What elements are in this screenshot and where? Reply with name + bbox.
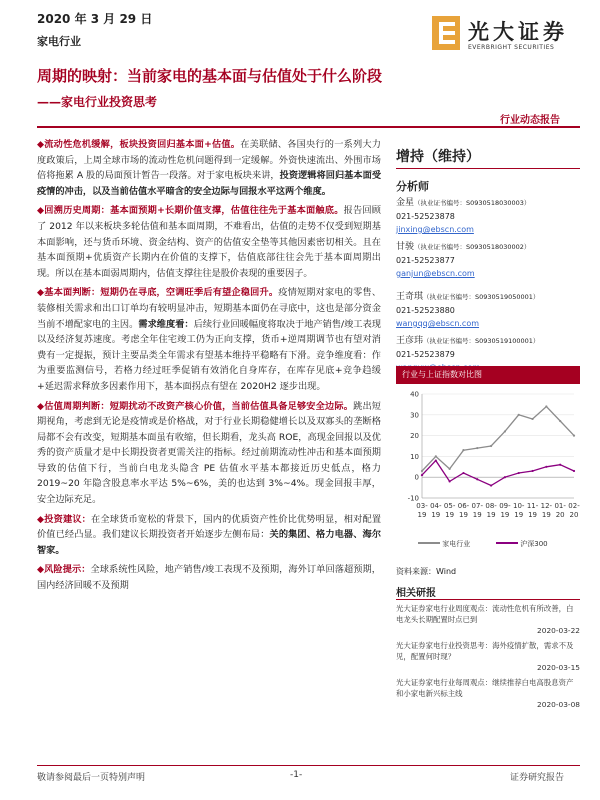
related-report-title[interactable]: 光大证券家电行业每周观点：继续推荐白电高股息资产和小家电新兴标主线 xyxy=(396,678,574,698)
data-point xyxy=(435,455,437,457)
related-report[interactable] xyxy=(396,677,580,710)
paragraph-text-tail: 后续行业回暖幅度将取决于地产销售/竣工表现以及经济复苏速度。考虑全年住宅竣工仍为正向支撑，货币+逆周期调节也有望对消费有一定提振，预计主要品类全年需求有望基本维持平稳略有下滑。竞争维度看：作为重要监测信号，若格力经过旺季促销有效消化自身库存，在库存见底+竞争趋缓+延迟需求释放多因素作用下，基本面拐点有望在 2020H2 逐步出现。 xyxy=(37,318,382,392)
analyst-name: 王彦玮 xyxy=(396,336,424,346)
bullet-icon: ◆ xyxy=(37,513,45,525)
bullet-icon: ◆ xyxy=(37,400,45,412)
analyst-heading: 分析师 xyxy=(396,180,429,193)
data-point xyxy=(518,472,520,474)
x-tick-label: 19 xyxy=(417,511,427,519)
x-tick-label: 03- xyxy=(416,502,428,510)
paragraph-emphasis: 需求维度看： xyxy=(138,318,194,330)
legend-swatch xyxy=(496,540,518,546)
y-tick-label: 20 xyxy=(410,432,419,441)
related-report-title[interactable]: 光大证券家电行业周度观点：流动性危机有所改善，白电龙头长期配置时点已到 xyxy=(396,604,574,624)
paragraph-heading: 投资建议： xyxy=(44,513,92,525)
data-point xyxy=(476,447,478,449)
x-tick-label: 19 xyxy=(514,511,524,519)
legend-label: 家电行业 xyxy=(442,540,471,548)
data-point xyxy=(504,476,506,478)
sidebar-divider xyxy=(396,168,580,169)
x-tick-label: 19 xyxy=(472,511,482,519)
analyst-name: 甘骏 xyxy=(396,242,415,252)
data-point xyxy=(573,470,575,472)
paragraph-heading: 回溯历史周期：基本面预期+长期价值支撑，估值往往先于基本面触底。 xyxy=(44,205,344,217)
analyst-license: （执业证书编号：S0930518030003） xyxy=(414,199,531,207)
data-point xyxy=(421,470,423,472)
x-tick-label: 19 xyxy=(458,511,468,519)
data-point xyxy=(545,466,547,468)
analyst-card xyxy=(396,196,580,236)
analyst-phone: 021-52523879 xyxy=(396,350,455,359)
analyst-license: （执业证书编号：S0930519050001） xyxy=(423,293,540,301)
header-divider xyxy=(37,126,580,128)
x-tick-label: 19 xyxy=(486,511,496,519)
x-tick-label: 04- xyxy=(430,502,442,510)
x-tick-label: 02- xyxy=(568,502,580,510)
x-tick-label: 19 xyxy=(445,511,455,519)
paragraph-text: 报告回顾了 2012 年以来板块多轮估值和基本面周期，不难看出，估值的走势不仅受到短期基本面影响，还与货币环境、资金结构、资产的估值安全垫等其他因素密切相关。且在基本面预期+优质资产长期内在价值的支撑下，估值底部往往会先于基本面周期出现。所以在基本面弱周期内，估值支撑往往是股价表现的重要因子。 xyxy=(37,205,381,279)
x-tick-label: 05- xyxy=(443,502,456,510)
data-point xyxy=(449,480,451,482)
x-tick-label: 20 xyxy=(555,511,565,519)
paragraph-heading: 风险提示： xyxy=(44,564,91,576)
analyst-email[interactable]: jinxing@ebscn.com xyxy=(396,225,474,234)
data-point xyxy=(490,445,492,447)
bullet-icon: ◆ xyxy=(37,205,45,217)
x-tick-label: 19 xyxy=(541,511,551,519)
analyst-phone: 021-52523878 xyxy=(396,212,455,221)
x-tick-label: 07- xyxy=(471,502,483,510)
related-heading: 相关研报 xyxy=(396,588,436,599)
legend-item xyxy=(418,539,470,549)
bullet-icon: ◆ xyxy=(37,287,45,299)
y-tick-label: 10 xyxy=(410,452,419,461)
paragraph-investment xyxy=(37,512,381,559)
bullet-icon: ◆ xyxy=(37,564,45,576)
footer-label: 证券研究报告 xyxy=(510,773,565,783)
chart-plot xyxy=(396,386,580,538)
analyst-email[interactable]: wangqq@ebscn.com xyxy=(396,319,480,328)
chart-source: 资料来源：Wind xyxy=(396,567,457,576)
x-tick-label: 08- xyxy=(485,502,497,510)
legend-label: 沪深300 xyxy=(520,540,548,548)
logo-text-en: EVERBRIGHT SECURITIES xyxy=(468,44,555,51)
paragraph-emphasis: 关的集团、格力电器、海尔智家。 xyxy=(37,529,382,556)
x-tick-label: 12- xyxy=(540,502,553,510)
legend-swatch xyxy=(418,540,440,546)
rating: 增持（维持） xyxy=(396,149,480,165)
data-point xyxy=(559,420,561,422)
paragraph-history xyxy=(37,203,381,281)
chart-title: 行业与上证指数对比图 xyxy=(396,366,580,384)
paragraph-text: 疫情短期对家电的零售、装修相关需求和出口订单均有较明显冲击，短期基本面仍在寻底中，这也是部分资金当前不增配家电的主因。 xyxy=(37,287,382,330)
paragraph-text: 在全球货币宽松的背景下，国内的优质资产性价比优势明显，相对配置价值已经凸显。我们建议长期投资者开始逐步左侧布局： xyxy=(37,513,382,541)
report-subtitle: ——家电行业投资思考 xyxy=(37,95,158,109)
related-report-title[interactable]: 光大证券家电行业投资思考：海外疫情扩散，需求不及见，配置何时现？ xyxy=(396,641,574,661)
x-tick-label: 11- xyxy=(526,502,539,510)
related-report-date: 2020-03-22 xyxy=(537,626,580,635)
paragraph-text: 在美联储、各国央行的一系列大力度政策后，上周全球市场的流动性危机问题得到一定缓解。外资快速流出、外围市场倍将拖累 A 股的局面预计暂告一段落。对于家电板块来讲， xyxy=(37,139,381,182)
paragraph-fundamentals xyxy=(37,285,381,394)
y-tick-label: 40 xyxy=(410,390,419,399)
paragraph-text: 全球系统性风险，地产销售/竣工表现不及预期，海外订单回落超预期，国内经济回暖不及预期 xyxy=(37,564,381,592)
logo-mark-icon xyxy=(432,16,460,50)
x-tick-label: 10- xyxy=(513,502,525,510)
data-point xyxy=(504,430,506,432)
paragraph-emphasis: 投资逻辑将回归基本面受疫情的冲击，以及当前估值水平暗含的安全边际与回报水平这两个维度。 xyxy=(37,170,382,197)
data-point xyxy=(531,418,533,420)
x-tick-label: 19 xyxy=(528,511,538,519)
bullet-icon: ◆ xyxy=(37,139,45,150)
related-report-date: 2020-03-15 xyxy=(537,663,580,672)
data-point xyxy=(421,474,423,476)
x-tick-label: 06- xyxy=(457,502,470,510)
report-type: 行业动态报告 xyxy=(500,115,560,126)
x-tick-label: 19 xyxy=(431,511,441,519)
report-date: 2020 年 3 月 29 日 xyxy=(37,12,153,26)
x-tick-label: 09- xyxy=(499,502,511,510)
y-tick-label: -10 xyxy=(407,494,419,503)
analyst-license: （执业证书编号：S0930518030002） xyxy=(414,243,531,251)
related-report[interactable] xyxy=(396,640,580,673)
analyst-license: （执业证书编号：S0930519100001） xyxy=(423,337,540,345)
paragraph-text: 跳出短期视角，考虑到无论是疫情或是价格战，对于行业长期稳健增长以及双寡头的垄断格局都不会有改变，短期基本面虽有收缩，但长期看，龙头高 ROE，高现金回报以及优秀的资产质量才是中长期投资者更需关注的指标。经过前期流动性冲击和基本面预期导致的估值下行，当前白电龙头隐含 PE 估值水平基本都接近历史低点，格力 2019~20 年隐含股息率水平达 5%~6%，美的也达到 3%~4%。现金回报丰厚，安全边际充足。 xyxy=(37,400,381,506)
related-report-date: 2020-03-08 xyxy=(537,700,580,709)
data-point xyxy=(545,405,547,407)
data-point xyxy=(462,449,464,451)
legend-item xyxy=(496,539,548,549)
paragraph-valuation xyxy=(37,399,381,508)
analyst-phone: 021-52523877 xyxy=(396,256,455,265)
x-tick-label: 01- xyxy=(554,502,566,510)
analyst-card xyxy=(396,290,580,330)
sidebar-divider xyxy=(396,599,580,600)
paragraph-risk xyxy=(37,562,381,593)
y-tick-label: 30 xyxy=(410,411,419,420)
data-point xyxy=(435,459,437,461)
data-point xyxy=(559,464,561,466)
industry-label: 家电行业 xyxy=(37,35,81,48)
y-tick-label: 0 xyxy=(414,473,419,482)
analyst-email[interactable]: ganjun@ebscn.com xyxy=(396,269,475,278)
data-point xyxy=(449,468,451,470)
main-body xyxy=(37,137,381,598)
page-number: -1- xyxy=(290,770,303,780)
x-tick-label: 20 xyxy=(569,511,579,519)
paragraph-heading: 流动性危机缓解，板块投资回归基本面+估值。 xyxy=(44,139,241,150)
analyst-name: 金星 xyxy=(396,198,415,208)
related-report[interactable] xyxy=(396,603,580,636)
analyst-phone: 021-52523880 xyxy=(396,306,455,315)
data-point xyxy=(476,478,478,480)
data-point xyxy=(518,414,520,416)
data-point xyxy=(531,470,533,472)
paragraph-heading: 估值周期判断：短期扰动不改资产核心价值，当前估值具备足够安全边际。 xyxy=(44,400,354,412)
data-point xyxy=(490,484,492,486)
data-point xyxy=(462,472,464,474)
footer-disclaimer: 敬请参阅最后一页特别声明 xyxy=(37,773,146,783)
x-tick-label: 19 xyxy=(500,511,510,519)
analyst-name: 王奇琪 xyxy=(396,292,424,302)
report-title: 周期的映射：当前家电的基本面与估值处于什么阶段 xyxy=(37,67,383,85)
paragraph-liquidity xyxy=(37,137,381,199)
analyst-card xyxy=(396,240,580,280)
paragraph-heading: 基本面判断：短期仍在寻底，空调旺季后有望企稳回升。 xyxy=(44,287,279,299)
logo-text: 光大证券 xyxy=(468,20,568,44)
comparison-chart xyxy=(396,366,580,558)
footer-divider xyxy=(37,765,580,766)
data-point xyxy=(573,435,575,437)
company-logo xyxy=(432,14,582,54)
series-line-0 xyxy=(422,407,574,472)
